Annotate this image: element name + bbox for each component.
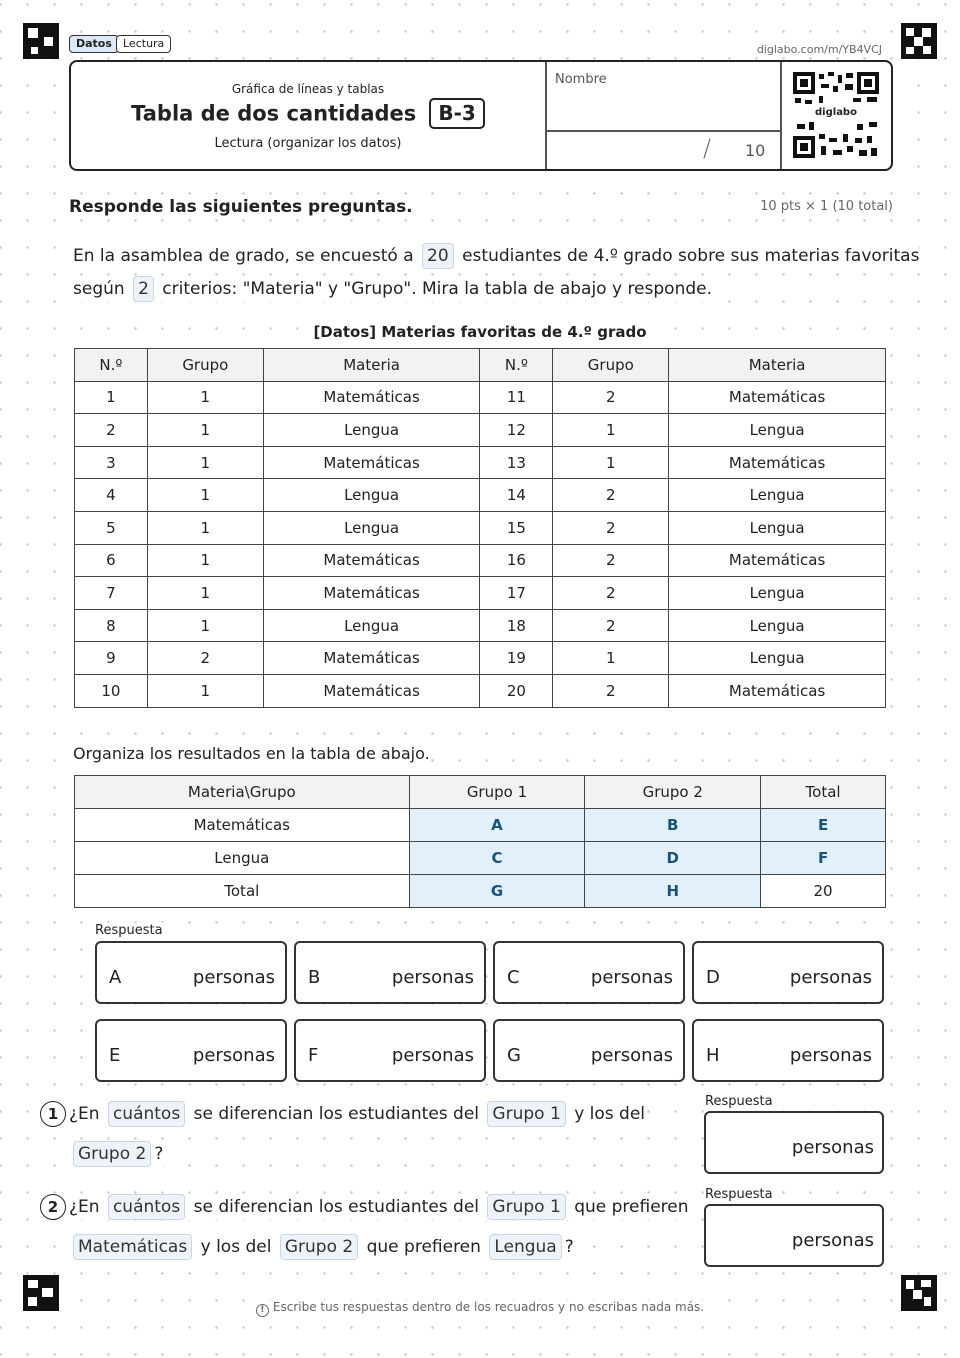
table-cell: 14 (480, 479, 553, 512)
criteria-count-chip: 2 (133, 276, 154, 302)
table-row (75, 674, 886, 707)
answer-box-d[interactable] (692, 941, 884, 1004)
answer-unit: personas (789, 1045, 872, 1066)
table-row (75, 414, 886, 447)
table-row (75, 642, 886, 675)
question-2-answer-label: Respuesta (705, 1187, 773, 1202)
table-cell: Matemáticas (263, 544, 480, 577)
row-label: Lengua (75, 842, 410, 875)
table-row (75, 446, 886, 479)
table-cell: 2 (553, 511, 669, 544)
table-cell: Matemáticas (669, 381, 886, 414)
table-cell: 4 (75, 479, 148, 512)
answers-label: Respuesta (95, 923, 163, 938)
answer-box-a[interactable] (95, 941, 287, 1004)
table-cell: 6 (75, 544, 148, 577)
answer-unit: personas (590, 1045, 673, 1066)
table-row (75, 544, 886, 577)
column-header: Materia (263, 349, 480, 382)
info-icon: ! (256, 1304, 269, 1317)
table-cell: 1 (553, 446, 669, 479)
table-cell: 2 (553, 609, 669, 642)
question-2-number: 2 (40, 1194, 66, 1220)
instructions-title: Responde las siguientes preguntas. (69, 197, 417, 217)
table-cell: Lengua (263, 414, 480, 447)
answer-unit: personas (391, 967, 474, 988)
cell-g: G (409, 875, 585, 908)
table-cell: 1 (147, 414, 263, 447)
column-header: Grupo (553, 349, 669, 382)
table-cell: 2 (75, 414, 148, 447)
table-row (75, 577, 886, 610)
table-row (75, 809, 886, 842)
table-cell: 1 (147, 577, 263, 610)
data-table (74, 348, 886, 708)
cell-a: A (409, 809, 585, 842)
table-cell: Matemáticas (669, 674, 886, 707)
corner-marker-top-left (23, 23, 59, 59)
score-max: 10 (745, 141, 766, 160)
header-total: Total (761, 776, 886, 809)
table-row (75, 875, 886, 908)
table-row (75, 479, 886, 512)
table-cell: 1 (553, 414, 669, 447)
table-cell: Lengua (263, 609, 480, 642)
worksheet-code: B-3 (429, 98, 484, 129)
table-cell: 1 (147, 446, 263, 479)
column-header: Materia (669, 349, 886, 382)
cell-e: E (761, 809, 886, 842)
question-1-line-2: Grupo 2 ? (73, 1141, 163, 1167)
qr-code-icon (793, 72, 879, 158)
table-cell: Matemáticas (669, 544, 886, 577)
table-cell: Matemáticas (263, 642, 480, 675)
cell-f: F (761, 842, 886, 875)
column-header: N.º (480, 349, 553, 382)
answer-key: B (308, 967, 321, 988)
name-field[interactable] (555, 74, 765, 124)
table-cell: Matemáticas (263, 577, 480, 610)
worksheet-header (69, 60, 893, 171)
points-info: 10 pts × 1 (10 total) (760, 199, 893, 214)
table-cell: 9 (75, 642, 148, 675)
table-cell: 8 (75, 609, 148, 642)
answer-box-f[interactable] (294, 1019, 486, 1082)
table-row (75, 609, 886, 642)
table-cell: 5 (75, 511, 148, 544)
answer-key: F (308, 1045, 319, 1066)
tag-lectura: Lectura (116, 35, 171, 53)
row-label: Matemáticas (75, 809, 410, 842)
answer-unit: personas (789, 967, 872, 988)
answer-unit: personas (192, 1045, 275, 1066)
qr-label: diglabo (815, 107, 857, 118)
answer-box-h[interactable] (692, 1019, 884, 1082)
table-cell: Lengua (263, 479, 480, 512)
table-cell: 17 (480, 577, 553, 610)
table-cell: 19 (480, 642, 553, 675)
worksheet-category: Gráfica de líneas y tablas (231, 82, 385, 96)
question-1-answer-label: Respuesta (705, 1094, 773, 1109)
table-cell: 2 (553, 577, 669, 610)
site-url: diglabo.com/m/YB4VCJ (756, 43, 882, 56)
answer-box-c[interactable] (493, 941, 685, 1004)
answer-key: G (507, 1045, 521, 1066)
table-cell: Lengua (263, 511, 480, 544)
answer-key: E (109, 1045, 121, 1066)
table-cell: Lengua (669, 577, 886, 610)
table-cell: 1 (147, 609, 263, 642)
question-1-number: 1 (40, 1101, 66, 1127)
answer-key: D (706, 967, 720, 988)
table-cell: Lengua (669, 414, 886, 447)
header-grupo-1: Grupo 1 (409, 776, 585, 809)
table-cell: 1 (147, 511, 263, 544)
table-cell: 2 (553, 381, 669, 414)
answer-key: A (109, 967, 122, 988)
question-2-line-1: 2 ¿En cuántos se diferencian los estudiantes del Grupo 1 que prefieren (73, 1194, 689, 1220)
question-2-line-2: Matemáticas y los del Grupo 2 que prefieren Lengua ? (73, 1234, 574, 1260)
table-cell: 1 (147, 479, 263, 512)
row-label: Total (75, 875, 410, 908)
question-2-answer-box[interactable]: personas (704, 1204, 884, 1267)
table-cell: 18 (480, 609, 553, 642)
organize-prompt: Organiza los resultados en la tabla de abajo. (73, 742, 430, 766)
header-grupo-2: Grupo 2 (585, 776, 761, 809)
answer-key: C (507, 967, 520, 988)
table-cell: Matemáticas (669, 446, 886, 479)
table-cell: 15 (480, 511, 553, 544)
question-1-line-1: 1 ¿En cuántos se diferencian los estudiantes del Grupo 1 y los del (73, 1101, 645, 1127)
table-cell: 12 (480, 414, 553, 447)
table-cell: 13 (480, 446, 553, 479)
table-cell: 16 (480, 544, 553, 577)
answer-box-g[interactable] (493, 1019, 685, 1082)
answer-box-e[interactable] (95, 1019, 287, 1082)
cell-b: B (585, 809, 761, 842)
table-cell: 1 (147, 544, 263, 577)
table-cell: 1 (553, 642, 669, 675)
data-table-title: [Datos] Materias favoritas de 4.º grado (309, 323, 650, 341)
table-cell: 2 (553, 674, 669, 707)
footer-note: ! Escribe tus respuestas dentro de los recuadros y no escribas nada más. (0, 1300, 960, 1317)
table-cell: 10 (75, 674, 148, 707)
table-cell: 7 (75, 577, 148, 610)
corner-header: Materia\Grupo (75, 776, 410, 809)
worksheet-title: Tabla de dos cantidades (131, 101, 417, 126)
table-cell: Matemáticas (263, 446, 480, 479)
table-row (75, 842, 886, 875)
answer-key: H (706, 1045, 720, 1066)
intro-line-2: según 2 criterios: "Materia" y "Grupo". Mira la tabla de abajo y responde. (73, 276, 712, 302)
answer-box-b[interactable] (294, 941, 486, 1004)
cell-d: D (585, 842, 761, 875)
table-cell: 1 (147, 674, 263, 707)
table-cell: Lengua (669, 642, 886, 675)
student-count-chip: 20 (422, 243, 454, 269)
table-row (75, 511, 886, 544)
answer-unit: personas (391, 1045, 474, 1066)
table-cell: Matemáticas (263, 674, 480, 707)
organize-table (74, 775, 886, 908)
table-row (75, 381, 886, 414)
column-header: Grupo (147, 349, 263, 382)
table-cell: Lengua (669, 511, 886, 544)
corner-marker-top-right (901, 23, 937, 59)
question-1-answer-box[interactable]: personas (704, 1111, 884, 1174)
table-cell: Lengua (669, 479, 886, 512)
column-header: N.º (75, 349, 148, 382)
worksheet-subtitle: Lectura (organizar los datos) (214, 136, 402, 151)
table-cell: 2 (553, 479, 669, 512)
table-cell: 1 (75, 381, 148, 414)
tag-datos: Datos (69, 35, 119, 53)
table-cell: 1 (147, 381, 263, 414)
intro-line-1: En la asamblea de grado, se encuestó a 20 estudiantes de 4.º grado sobre sus materias favoritas (73, 243, 919, 269)
table-cell: 2 (147, 642, 263, 675)
name-label: Nombre (555, 72, 607, 87)
cell-grand-total: 20 (761, 875, 886, 908)
table-cell: 3 (75, 446, 148, 479)
table-cell: Matemáticas (263, 381, 480, 414)
cell-h: H (585, 875, 761, 908)
answer-unit: personas (590, 967, 673, 988)
score-slash: / (703, 134, 712, 162)
table-cell: Lengua (669, 609, 886, 642)
table-cell: 11 (480, 381, 553, 414)
table-cell: 2 (553, 544, 669, 577)
table-cell: 20 (480, 674, 553, 707)
cell-c: C (409, 842, 585, 875)
answer-unit: personas (192, 967, 275, 988)
